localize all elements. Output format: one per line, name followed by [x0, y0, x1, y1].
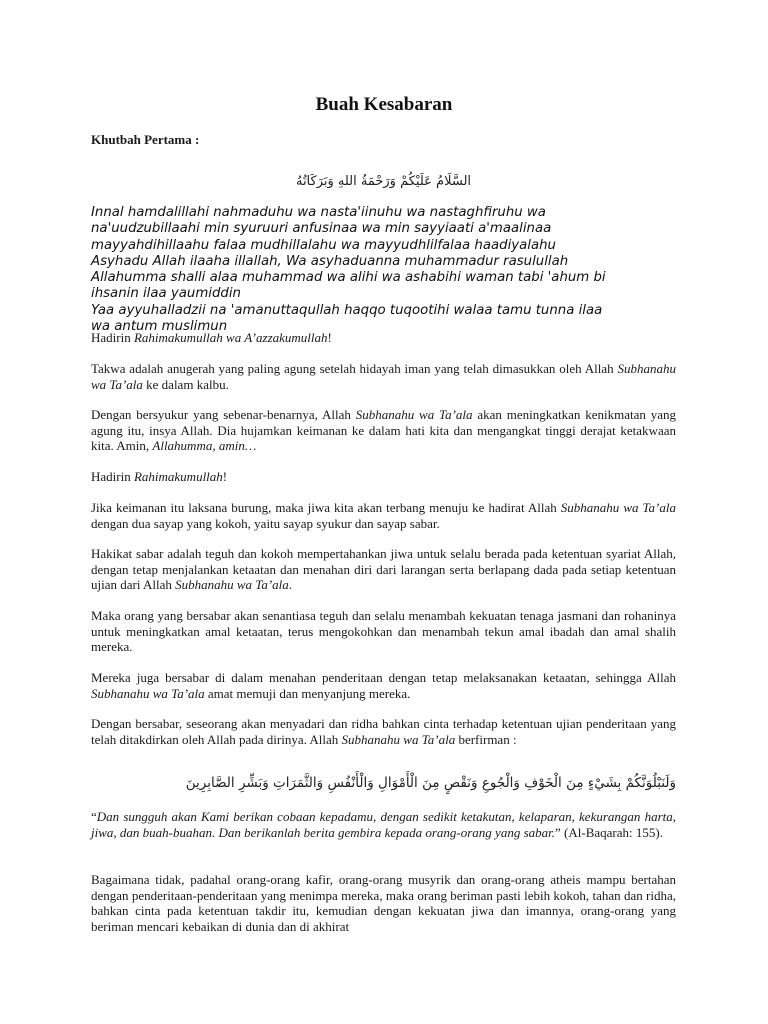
paragraph-verse-translation: “Dan sungguh akan Kami berikan cobaan kepadamu, dengan sedikit ketakutan, kelaparan, kekurangan harta, jiwa, dan buah-buahan. Dan berikanlah berita gembira kepada orang-orang yang sabar.” (Al-Baqarah: 155).	[91, 809, 676, 840]
section-heading: Khutbah Pertama :	[91, 132, 200, 147]
transliteration-line: ihsanin ilaa yaumiddin	[91, 286, 241, 302]
paragraph-keimanan: Jika keimanan itu laksana burung, maka jiwa kita akan terbang menuju ke hadirat Allah Subhanahu wa Ta’ala dengan dua sayap yang kokoh, yaitu sayap syukur dan sayap sabar.	[91, 500, 676, 531]
paragraph-takwa: Takwa adalah anugerah yang paling agung setelah hidayah iman yang telah dimasukkan oleh Allah Subhanahu wa Ta’ala ke dalam kalbu.	[91, 361, 676, 392]
transliteration-line: mayyahdihillaahu falaa mudhillalahu wa mayyudhlilfalaa haadiyalahu	[91, 237, 556, 253]
transliteration-line: Asyhadu Allah ilaaha illallah, Wa asyhaduanna muhammadur rasulullah	[91, 253, 569, 269]
paragraph-bagaimana: Bagaimana tidak, padahal orang-orang kafir, orang-orang musyrik dan orang-orang atheis mampu bertahan dengan penderitaan-penderitaan yang menimpa mereka, maka orang beriman pasti lebih kokoh, tahan dan ridha, bahkan cinta pada ketentuan takdir itu, kemudian dengan kekuatan jiwa dan imannya, orang-orang yang beriman mencari kebaikan di dunia dan di akhirat	[91, 872, 676, 934]
paragraph-menahan-penderitaan: Mereka juga bersabar di dalam menahan penderitaan dengan tetap melaksanakan ketaatan, sehingga Allah Subhanahu wa Ta’ala amat memuji dan menyanjung mereka.	[91, 670, 676, 701]
paragraph-dengan-bersabar: Dengan bersabar, seseorang akan menyadari dan ridha bahkan cinta terhadap ketentuan ujian penderitaan yang telah ditakdirkan oleh Allah pada dirinya. Allah Subhanahu wa Ta’ala berfirman :	[91, 716, 676, 747]
transliteration-line: na'uudzubillaahi min syuruuri anfusinaa wa min sayyiaati a'maalinaa	[91, 221, 552, 237]
paragraph-hadirin-2: Hadirin Rahimakumullah!	[91, 469, 228, 484]
arabic-salam: السَّلَامُ عَلَيْكُمْ وَرَحْمَةُ اللهِ وَبَرَكَاتُهُ	[295, 174, 472, 189]
opening-transliteration	[91, 205, 676, 335]
document-title: Buah Kesabaran	[315, 94, 453, 115]
paragraph-hakikat-sabar: Hakikat sabar adalah teguh dan kokoh mempertahankan jiwa untuk selalu berada pada ketentuan syariat Allah, dengan tetap menjalankan ketaatan dan menahan diri dari larangan serta berlapang dada pada setiap ketentuan ujian dari Allah Subhanahu wa Ta’ala.	[91, 546, 676, 593]
paragraph-hadirin-1: Hadirin Rahimakumullah wa A’azzakumullah!	[91, 330, 332, 345]
arabic-verse: وَلَنَبْلُوَنَّكُمْ بِشَيْءٍ مِنَ الْخَوْفِ وَالْجُوعِ وَنَقْصٍ مِنَ الْأَمْوَالِ وَالْأَنْفُسِ وَالثَّمَرَاتِ وَبَشِّرِ الصَّابِرِينَ	[185, 775, 676, 791]
paragraph-bersyukur: Dengan bersyukur yang sebenar-benarnya, Allah Subhanahu wa Ta’ala akan meningkatkan kenikmatan yang agung itu, insya Allah. Dia hujamkan keimanan ke dalam hati kita dan mengangkat tinggi derajat ketakwaan kita. Amin, Allahumma, amin…	[91, 407, 676, 454]
transliteration-line: Allahumma shalli alaa muhammad wa alihi wa ashabihi waman tabi 'ahum bi	[91, 270, 606, 286]
transliteration-line: Yaa ayyuhalladzii na 'amanuttaqullah haqqo tuqootihi walaa tamu tunna ilaa	[91, 302, 603, 318]
paragraph-orang-bersabar: Maka orang yang bersabar akan senantiasa teguh dan selalu menambah kekuatan tenaga jasmani dan rohaninya untuk meningkatkan amal ketaatan, terus mengokohkan dan menambah tekun amal ibadah dan amal shalih mereka.	[91, 608, 676, 655]
transliteration-line: wa antum muslimun	[91, 319, 228, 335]
transliteration-line: Innal hamdalillahi nahmaduhu wa nasta'iinuhu wa nastaghfiruhu wa	[91, 205, 546, 220]
